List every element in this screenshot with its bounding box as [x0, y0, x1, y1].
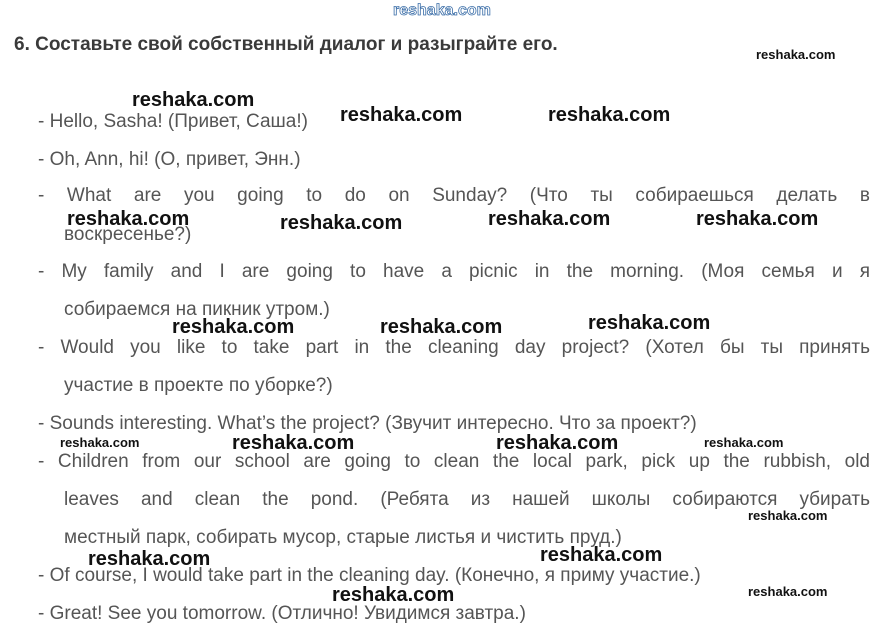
watermark: reshaka.com	[67, 208, 190, 230]
watermark: reshaka.com	[393, 2, 491, 19]
dialog-line: воскресенье?)	[64, 224, 192, 245]
dialog-line: - Children from our school are going to clean the local park, pick up the rubbish, old	[38, 451, 870, 472]
watermark: reshaka.com	[748, 508, 828, 523]
watermark: reshaka.com	[548, 104, 671, 126]
watermark: reshaka.com	[540, 544, 663, 566]
dialog-line: местный парк, собирать мусор, старые листья и чистить пруд.)	[64, 527, 622, 548]
dialog-line: - Hello, Sasha! (Привет, Саша!)	[38, 111, 308, 132]
dialog-line: участие в проекте по уборке?)	[64, 375, 333, 396]
watermark: reshaka.com	[132, 89, 255, 111]
watermark: reshaka.com	[588, 312, 711, 334]
watermark: reshaka.com	[172, 316, 295, 338]
watermark: reshaka.com	[704, 435, 784, 450]
dialog-line: - Sounds interesting. What’s the project? (Звучит интересно. Что за проект?)	[38, 413, 697, 434]
watermark: reshaka.com	[696, 208, 819, 230]
dialog-line: - Great! See you tomorrow. (Отлично! Увидимся завтра.)	[38, 603, 526, 624]
watermark: reshaka.com	[332, 584, 455, 606]
dialog-line: - My family and I are going to have a picnic in the morning. (Моя семья и я	[38, 261, 870, 282]
dialog-line: собираемся на пикник утром.)	[64, 299, 330, 320]
watermark: reshaka.com	[488, 208, 611, 230]
watermark: reshaka.com	[88, 548, 211, 570]
watermark: reshaka.com	[280, 212, 403, 234]
watermark: reshaka.com	[232, 432, 355, 454]
dialog-line: - What are you going to do on Sunday? (Что ты собираешься делать в	[38, 185, 870, 206]
watermark: reshaka.com	[340, 104, 463, 126]
dialog-line: - Of course, I would take part in the cleaning day. (Конечно, я приму участие.)	[38, 565, 701, 586]
dialog-line: - Oh, Ann, hi! (О, привет, Энн.)	[38, 149, 301, 170]
watermark: reshaka.com	[496, 432, 619, 454]
watermark: reshaka.com	[756, 47, 836, 62]
watermark: reshaka.com	[60, 435, 140, 450]
watermark: reshaka.com	[748, 584, 828, 599]
dialog-line: leaves and clean the pond. (Ребята из нашей школы собираются убирать	[64, 489, 870, 510]
task-title: 6. Составьте свой собственный диалог и разыграйте его.	[14, 34, 558, 55]
dialog-line: - Would you like to take part in the cleaning day project? (Хотел бы ты принять	[38, 337, 870, 358]
watermark: reshaka.com	[380, 316, 503, 338]
